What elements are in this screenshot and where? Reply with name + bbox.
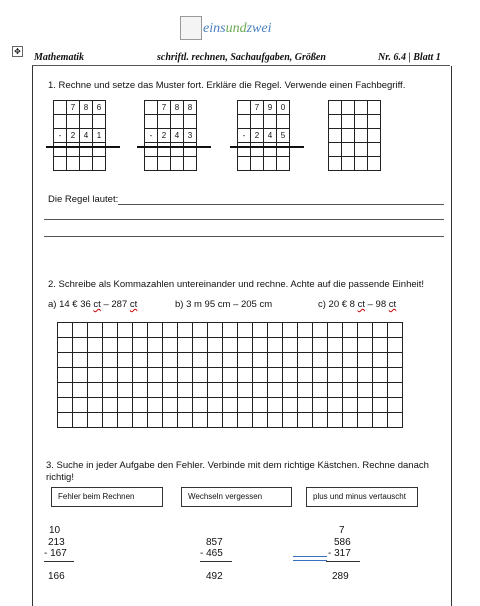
grid-cell[interactable] [58, 383, 73, 398]
grid-cell[interactable] [193, 398, 208, 413]
calc2-result: 492 [206, 571, 223, 582]
grid-cell[interactable] [103, 398, 118, 413]
grid-cell[interactable] [283, 323, 298, 338]
grid-cell[interactable] [268, 413, 283, 428]
grid-cell[interactable] [343, 413, 358, 428]
calc3-underline [326, 561, 360, 562]
grid-cell[interactable] [133, 398, 148, 413]
grid-cell[interactable] [133, 383, 148, 398]
grid-cell[interactable] [373, 338, 388, 353]
table-move-handle-icon[interactable]: ✥ [12, 46, 23, 57]
grid-cell[interactable] [373, 368, 388, 383]
grid-cell[interactable] [355, 101, 368, 115]
grid-cell[interactable] [93, 157, 106, 171]
grid-cell[interactable] [329, 157, 342, 171]
grid-cell[interactable] [58, 398, 73, 413]
grid-cell[interactable] [93, 143, 106, 157]
grid-cell[interactable] [283, 413, 298, 428]
grid-cell[interactable] [73, 383, 88, 398]
grid-cell[interactable] [208, 323, 223, 338]
grid-cell[interactable] [148, 323, 163, 338]
grid-cell[interactable] [277, 143, 290, 157]
grid-cell[interactable] [328, 353, 343, 368]
grid-cell[interactable] [103, 353, 118, 368]
grid-cell[interactable] [133, 413, 148, 428]
grid-cell[interactable]: 2 [251, 129, 264, 143]
grid-cell[interactable] [238, 157, 251, 171]
grid-cell[interactable] [355, 115, 368, 129]
grid-cell[interactable] [178, 398, 193, 413]
grid-cell[interactable] [88, 323, 103, 338]
grid-cell[interactable]: 9 [264, 101, 277, 115]
grid-cell[interactable] [388, 368, 403, 383]
calc3-top: 586 [334, 537, 351, 548]
grid-cell[interactable] [88, 338, 103, 353]
grid-cell[interactable] [145, 101, 158, 115]
grid-cell[interactable] [193, 353, 208, 368]
grid-cell[interactable] [73, 353, 88, 368]
grid-cell[interactable] [103, 368, 118, 383]
grid-cell[interactable] [133, 353, 148, 368]
grid-cell[interactable]: 8 [171, 101, 184, 115]
sum-line [137, 146, 211, 148]
grid-cell[interactable] [103, 323, 118, 338]
grid-cell[interactable] [54, 157, 67, 171]
grid-cell[interactable] [342, 115, 355, 129]
grid-cell[interactable] [58, 413, 73, 428]
grid-cell[interactable]: 0 [277, 101, 290, 115]
grid-cell[interactable]: 3 [184, 129, 197, 143]
grid-cell[interactable] [193, 368, 208, 383]
grid-cell[interactable] [208, 413, 223, 428]
grid-cell[interactable] [313, 383, 328, 398]
grid-cell[interactable]: 6 [93, 101, 106, 115]
grid-cell[interactable] [54, 101, 67, 115]
grid-cell[interactable] [145, 157, 158, 171]
error-box-plus-minus[interactable]: plus und minus vertauscht [306, 487, 418, 507]
calc1-top: 213 [48, 537, 65, 548]
grid-cell[interactable] [368, 157, 381, 171]
rule-answer-line[interactable] [44, 219, 444, 220]
grid-cell[interactable] [329, 129, 342, 143]
error-box-calculation[interactable]: Fehler beim Rechnen [51, 487, 163, 507]
grid-cell[interactable] [368, 115, 381, 129]
grid-cell[interactable] [343, 398, 358, 413]
calc3-result: 289 [332, 571, 349, 582]
grid-cell[interactable] [388, 338, 403, 353]
grid-cell[interactable] [238, 323, 253, 338]
grid-cell[interactable] [268, 338, 283, 353]
grid-cell[interactable]: - [145, 129, 158, 143]
grid-cell[interactable] [264, 115, 277, 129]
grid-cell[interactable] [103, 383, 118, 398]
grid-cell[interactable] [184, 143, 197, 157]
grid-cell[interactable] [58, 353, 73, 368]
calc3-spellcheck-mark [293, 556, 327, 561]
grid-cell[interactable] [148, 353, 163, 368]
grid-cell[interactable] [208, 383, 223, 398]
grid-cell[interactable] [342, 129, 355, 143]
grid-cell[interactable] [163, 383, 178, 398]
task2-b: b) 3 m 95 cm – 205 cm [175, 299, 273, 310]
task3-instruction: 3. Suche in jeder Aufgabe den Fehler. Verbinde mit dem richtige Kästchen. Rechne danach richtig! [46, 460, 429, 483]
grid-cell[interactable] [238, 101, 251, 115]
header-topic: schriftl. rechnen, Sachaufgaben, Größen [157, 52, 326, 63]
grid-cell[interactable]: 1 [93, 129, 106, 143]
grid-cell[interactable] [80, 143, 93, 157]
grid-cell[interactable] [268, 383, 283, 398]
grid-cell[interactable]: 5 [277, 129, 290, 143]
grid-cell[interactable] [67, 115, 80, 129]
grid-cell[interactable] [163, 413, 178, 428]
grid-cell[interactable] [178, 368, 193, 383]
grid-cell[interactable] [298, 413, 313, 428]
grid-cell[interactable] [163, 353, 178, 368]
grid-cell[interactable] [298, 383, 313, 398]
grid-cell[interactable] [208, 338, 223, 353]
grid-cell[interactable] [313, 323, 328, 338]
grid-cell[interactable] [58, 323, 73, 338]
grid-cell[interactable] [118, 323, 133, 338]
grid-cell[interactable]: 4 [264, 129, 277, 143]
grid-cell[interactable]: - [238, 129, 251, 143]
grid-cell[interactable] [238, 353, 253, 368]
calc2-sub: - 465 [200, 548, 223, 559]
grid-cell[interactable] [329, 101, 342, 115]
grid-cell[interactable] [80, 115, 93, 129]
grid-cell[interactable]: 4 [171, 129, 184, 143]
grid-cell[interactable] [277, 115, 290, 129]
grid-cell[interactable] [193, 383, 208, 398]
grid-cell[interactable] [253, 323, 268, 338]
grid-cell[interactable]: 8 [80, 101, 93, 115]
grid-cell[interactable] [238, 413, 253, 428]
grid-cell[interactable] [358, 368, 373, 383]
grid-cell[interactable] [238, 398, 253, 413]
grid-cell[interactable] [298, 338, 313, 353]
grid-cell[interactable] [342, 143, 355, 157]
grid-cell[interactable] [358, 398, 373, 413]
grid-cell[interactable] [329, 115, 342, 129]
grid-cell[interactable] [343, 353, 358, 368]
grid-cell[interactable] [148, 413, 163, 428]
grid-cell[interactable] [148, 383, 163, 398]
rule-label: Die Regel lautet: [48, 194, 119, 205]
grid-cell[interactable] [133, 338, 148, 353]
grid-cell[interactable] [313, 338, 328, 353]
grid-cell[interactable] [178, 413, 193, 428]
header-number: Nr. 6.4 | Blatt 1 [378, 52, 441, 63]
grid-cell[interactable] [388, 323, 403, 338]
sum-line [230, 146, 304, 148]
grid-cell[interactable] [373, 398, 388, 413]
grid-cell[interactable] [178, 383, 193, 398]
grid-cell[interactable] [342, 157, 355, 171]
grid-cell[interactable] [358, 353, 373, 368]
grid-cell[interactable] [343, 338, 358, 353]
task1-grid[interactable] [328, 100, 381, 171]
grid-cell[interactable] [178, 338, 193, 353]
grid-cell[interactable] [283, 383, 298, 398]
grid-cell[interactable] [328, 383, 343, 398]
grid-cell[interactable] [73, 413, 88, 428]
grid-cell[interactable]: 7 [251, 101, 264, 115]
grid-cell[interactable] [208, 353, 223, 368]
grid-cell[interactable] [253, 398, 268, 413]
grid-cell[interactable] [343, 323, 358, 338]
grid-cell[interactable] [223, 353, 238, 368]
grid-cell[interactable]: 2 [158, 129, 171, 143]
grid-cell[interactable] [223, 323, 238, 338]
grid-cell[interactable] [193, 338, 208, 353]
worksheet-header [32, 52, 450, 66]
grid-cell[interactable] [208, 398, 223, 413]
grid-cell[interactable] [148, 398, 163, 413]
grid-cell[interactable] [238, 143, 251, 157]
grid-cell[interactable] [118, 383, 133, 398]
task1-grid[interactable] [144, 100, 197, 171]
grid-cell[interactable] [223, 413, 238, 428]
grid-cell[interactable] [388, 413, 403, 428]
grid-cell[interactable] [178, 323, 193, 338]
grid-cell[interactable] [88, 398, 103, 413]
grid-cell[interactable] [238, 115, 251, 129]
grid-cell[interactable] [184, 115, 197, 129]
grid-cell[interactable] [73, 338, 88, 353]
grid-cell[interactable] [88, 383, 103, 398]
grid-cell[interactable] [88, 413, 103, 428]
grid-cell[interactable] [355, 143, 368, 157]
grid-cell[interactable] [103, 338, 118, 353]
grid-cell[interactable]: - [54, 129, 67, 143]
calc1-result: 166 [48, 571, 65, 582]
grid-cell[interactable] [193, 323, 208, 338]
grid-cell[interactable] [368, 143, 381, 157]
grid-cell[interactable] [313, 398, 328, 413]
grid-cell[interactable]: 7 [158, 101, 171, 115]
grid-cell[interactable] [193, 413, 208, 428]
grid-cell[interactable] [118, 368, 133, 383]
grid-cell[interactable] [313, 353, 328, 368]
grid-cell[interactable] [298, 353, 313, 368]
grid-cell[interactable] [223, 398, 238, 413]
grid-cell[interactable] [268, 353, 283, 368]
task1-instruction: 1. Rechne und setze das Muster fort. Erkläre die Regel. Verwende einen Fachbegriff. [48, 80, 406, 91]
grid-cell[interactable] [80, 157, 93, 171]
grid-cell[interactable] [158, 143, 171, 157]
grid-cell[interactable] [238, 368, 253, 383]
grid-cell[interactable] [145, 115, 158, 129]
grid-cell[interactable] [67, 143, 80, 157]
grid-cell[interactable] [253, 383, 268, 398]
error-box-exchange[interactable]: Wechseln vergessen [181, 487, 292, 507]
grid-cell[interactable] [253, 413, 268, 428]
grid-cell[interactable] [355, 129, 368, 143]
calc1-carry: 10 [49, 525, 61, 536]
grid-cell[interactable] [93, 115, 106, 129]
grid-cell[interactable] [158, 115, 171, 129]
grid-cell[interactable] [223, 383, 238, 398]
grid-cell[interactable] [373, 383, 388, 398]
grid-cell[interactable]: 8 [184, 101, 197, 115]
task1-grid[interactable] [53, 100, 106, 171]
calc2-top: 857 [206, 537, 223, 548]
grid-cell[interactable] [253, 353, 268, 368]
logo-icon [180, 16, 202, 40]
grid-cell[interactable] [88, 368, 103, 383]
header-subject: Mathematik [34, 52, 85, 63]
grid-cell[interactable] [103, 413, 118, 428]
grid-cell[interactable] [133, 323, 148, 338]
grid-cell[interactable] [328, 323, 343, 338]
grid-cell[interactable] [73, 323, 88, 338]
grid-cell[interactable] [223, 368, 238, 383]
grid-cell[interactable] [118, 413, 133, 428]
grid-cell[interactable] [88, 353, 103, 368]
grid-cell[interactable] [148, 368, 163, 383]
rule-answer-line[interactable] [44, 236, 444, 237]
grid-cell[interactable] [171, 143, 184, 157]
grid-cell[interactable] [208, 368, 223, 383]
grid-cell[interactable] [373, 353, 388, 368]
task2-answer-grid[interactable] [57, 322, 403, 428]
grid-cell[interactable] [368, 101, 381, 115]
grid-cell[interactable] [328, 398, 343, 413]
grid-cell[interactable] [145, 143, 158, 157]
grid-cell[interactable] [133, 368, 148, 383]
grid-cell[interactable] [298, 323, 313, 338]
grid-cell[interactable] [253, 368, 268, 383]
grid-cell[interactable] [358, 383, 373, 398]
grid-cell[interactable] [283, 338, 298, 353]
grid-cell[interactable] [73, 368, 88, 383]
logo: einsundzwei [203, 21, 272, 36]
grid-cell[interactable] [277, 157, 290, 171]
grid-cell[interactable] [158, 157, 171, 171]
grid-cell[interactable] [368, 129, 381, 143]
grid-cell[interactable] [67, 157, 80, 171]
grid-cell[interactable] [283, 398, 298, 413]
grid-cell[interactable] [238, 383, 253, 398]
grid-cell[interactable] [118, 338, 133, 353]
grid-cell[interactable] [343, 383, 358, 398]
grid-cell[interactable] [343, 368, 358, 383]
grid-cell[interactable] [238, 338, 253, 353]
calc3-sub: - 317 [328, 548, 351, 559]
grid-cell[interactable] [54, 115, 67, 129]
grid-cell[interactable] [163, 368, 178, 383]
task2-c: c) 20 € 8 ct – 98 ct [318, 299, 397, 310]
grid-cell[interactable] [58, 338, 73, 353]
grid-cell[interactable] [283, 368, 298, 383]
grid-cell[interactable] [328, 338, 343, 353]
calc2-underline [200, 561, 232, 562]
grid-cell[interactable] [328, 413, 343, 428]
grid-cell[interactable] [268, 398, 283, 413]
grid-cell[interactable] [171, 157, 184, 171]
grid-cell[interactable] [328, 368, 343, 383]
rule-answer-line[interactable] [118, 204, 444, 205]
grid-cell[interactable] [283, 353, 298, 368]
grid-cell[interactable] [264, 143, 277, 157]
grid-cell[interactable] [178, 353, 193, 368]
grid-cell[interactable] [251, 157, 264, 171]
grid-cell[interactable] [268, 323, 283, 338]
grid-cell[interactable] [298, 398, 313, 413]
grid-cell[interactable] [388, 353, 403, 368]
grid-cell[interactable] [358, 413, 373, 428]
grid-cell[interactable] [118, 353, 133, 368]
grid-cell[interactable] [358, 323, 373, 338]
sum-line [46, 146, 120, 148]
grid-cell[interactable] [251, 143, 264, 157]
grid-cell[interactable]: 7 [67, 101, 80, 115]
calc1-sub: - 167 [44, 548, 67, 559]
grid-cell[interactable] [163, 398, 178, 413]
grid-cell[interactable] [58, 368, 73, 383]
grid-cell[interactable] [253, 338, 268, 353]
grid-cell[interactable] [358, 338, 373, 353]
grid-cell[interactable] [54, 143, 67, 157]
task2-a: a) 14 € 36 ct – 287 ct [48, 299, 138, 310]
grid-cell[interactable] [313, 368, 328, 383]
grid-cell[interactable] [373, 413, 388, 428]
grid-cell[interactable] [163, 338, 178, 353]
task1-grid[interactable] [237, 100, 290, 171]
grid-cell[interactable] [388, 398, 403, 413]
grid-cell[interactable] [163, 323, 178, 338]
grid-cell[interactable] [298, 368, 313, 383]
grid-cell[interactable] [264, 157, 277, 171]
grid-cell[interactable] [223, 338, 238, 353]
grid-cell[interactable] [118, 398, 133, 413]
task2-instruction: 2. Schreibe als Kommazahlen untereinander und rechne. Achte auf die passende Einheit! [48, 279, 425, 290]
grid-cell[interactable] [251, 115, 264, 129]
grid-cell[interactable] [388, 383, 403, 398]
grid-cell[interactable] [313, 413, 328, 428]
grid-cell[interactable] [184, 157, 197, 171]
grid-cell[interactable] [73, 398, 88, 413]
grid-cell[interactable]: 4 [80, 129, 93, 143]
calc1-underline [44, 561, 74, 562]
grid-cell[interactable] [329, 143, 342, 157]
grid-cell[interactable] [268, 368, 283, 383]
grid-cell[interactable]: 2 [67, 129, 80, 143]
grid-cell[interactable] [148, 338, 163, 353]
grid-cell[interactable] [355, 157, 368, 171]
grid-cell[interactable] [373, 323, 388, 338]
calc3-carry: 7 [339, 525, 345, 536]
grid-cell[interactable] [342, 101, 355, 115]
grid-cell[interactable] [171, 115, 184, 129]
